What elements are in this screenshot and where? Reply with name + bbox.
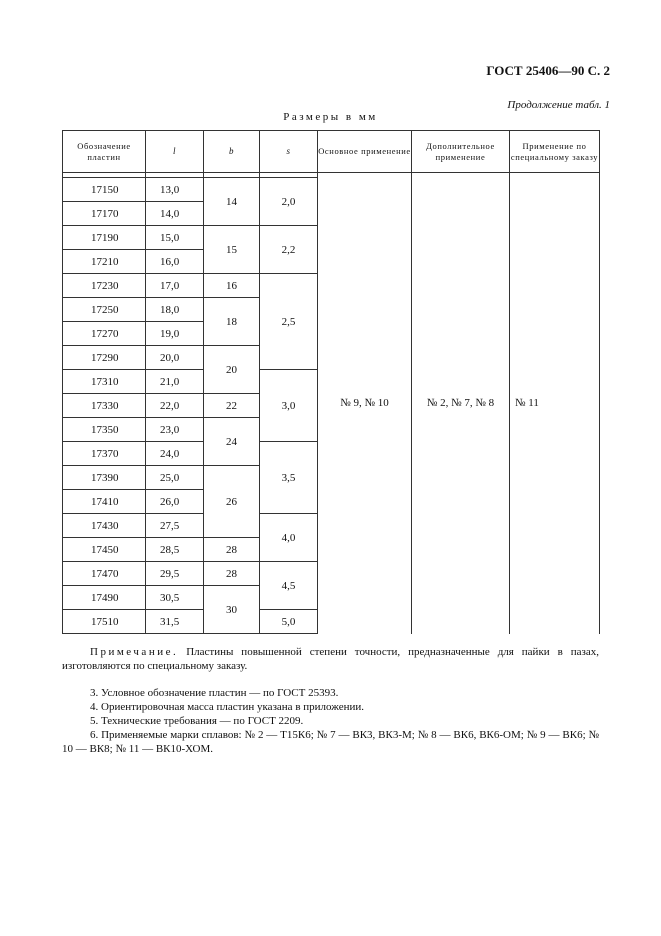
table-cell-code: 17330 [63,394,146,418]
table-cell-code: 17450 [63,538,146,562]
main-application-cell: № 9, № 10 [318,173,412,634]
table-cell-b: 28 [204,538,260,562]
table-cell-s: 2,2 [260,226,318,274]
additional-application-cell: № 2, № 7, № 8 [412,173,510,634]
table-cell-l: 13,0 [146,178,204,202]
numbered-items [62,686,599,756]
table-cell-l: 23,0 [146,418,204,442]
table-cell-code: 17370 [63,442,146,466]
item-5: 5. Технические требования — по ГОСТ 2209. [90,715,304,727]
table-cell-b: 18 [204,298,260,346]
table-cell-l: 18,0 [146,298,204,322]
table-cell-s: 3,0 [260,370,318,442]
table-cell-code: 17390 [63,466,146,490]
table-cell-b: 20 [204,346,260,394]
table-continuation: Продолжение табл. 1 [507,99,610,111]
col-header-s: s [260,131,318,173]
table-cell-b: 14 [204,178,260,226]
table-cell-s: 2,5 [260,274,318,370]
item-3: 3. Условное обозначение пластин — по ГОСТ 25393. [90,687,339,699]
table-cell-code: 17290 [63,346,146,370]
table-cell-code: 17210 [63,250,146,274]
table-cell-l: 31,5 [146,610,204,634]
table-cell-l: 30,5 [146,586,204,610]
col-header-b: b [204,131,260,173]
note-label: Примечание. [90,646,179,658]
table-cell-code: 17510 [63,610,146,634]
table-cell-l: 28,5 [146,538,204,562]
table-cell-b: 30 [204,586,260,634]
table-units: Размеры в мм [283,111,378,123]
item-6: 6. Применяемые марки сплавов: № 2 — Т15К6; № 7 — ВК3, ВК3-М; № 8 — ВК6, ВК6-ОМ; № 9 — ВК6; № 10 — ВК8; № 11 — ВК10-ХОМ. [62,729,599,755]
table-cell-l: 14,0 [146,202,204,226]
table-cell-code: 17250 [63,298,146,322]
table-cell-code: 17430 [63,514,146,538]
table-cell-code: 17470 [63,562,146,586]
table-cell-l: 19,0 [146,322,204,346]
table-cell-code: 17270 [63,322,146,346]
table-cell-s: 5,0 [260,610,318,634]
table-cell-l: 25,0 [146,466,204,490]
table-cell-s: 4,0 [260,514,318,562]
table-note [62,645,599,673]
table-cell-code: 17150 [63,178,146,202]
table-cell-s: 3,5 [260,442,318,514]
table-cell-l: 21,0 [146,370,204,394]
table-cell-code: 17190 [63,226,146,250]
table-cell-l: 16,0 [146,250,204,274]
col-header-special: Применение по специальному заказу [510,131,600,173]
table-cell-code: 17350 [63,418,146,442]
table-cell-b: 26 [204,466,260,538]
table-cell-code: 17230 [63,274,146,298]
table-cell-code: 17170 [63,202,146,226]
table-cell-b: 22 [204,394,260,418]
col-header-code: Обозначение пластин [63,131,146,173]
table-cell-l: 26,0 [146,490,204,514]
col-header-main: Основное применение [318,131,412,173]
table-cell-l: 22,0 [146,394,204,418]
special-application-cell: № 11 [510,173,600,634]
table-cell-l: 17,0 [146,274,204,298]
table-cell-l: 20,0 [146,346,204,370]
table-cell-code: 17310 [63,370,146,394]
plates-table [62,130,600,634]
table-cell-code: 17490 [63,586,146,610]
table-cell-l: 15,0 [146,226,204,250]
col-header-additional: Дополнительное применение [412,131,510,173]
page-header: ГОСТ 25406—90 С. 2 [486,63,610,78]
col-header-l: l [146,131,204,173]
table-cell-s: 2,0 [260,178,318,226]
note-text: Пластины повышенной степени точности, предназначенные для пайки в пазах, изготовляются по специальному заказу. [62,646,600,672]
table-cell-b: 16 [204,274,260,298]
table-cell-b: 24 [204,418,260,466]
table-cell-code: 17410 [63,490,146,514]
table-cell-b: 15 [204,226,260,274]
table-cell-l: 24,0 [146,442,204,466]
table-cell-b: 28 [204,562,260,586]
table-cell-s: 4,5 [260,562,318,610]
table-cell-l: 29,5 [146,562,204,586]
item-4: 4. Ориентировочная масса пластин указана в приложении. [90,701,364,713]
table-cell-l: 27,5 [146,514,204,538]
